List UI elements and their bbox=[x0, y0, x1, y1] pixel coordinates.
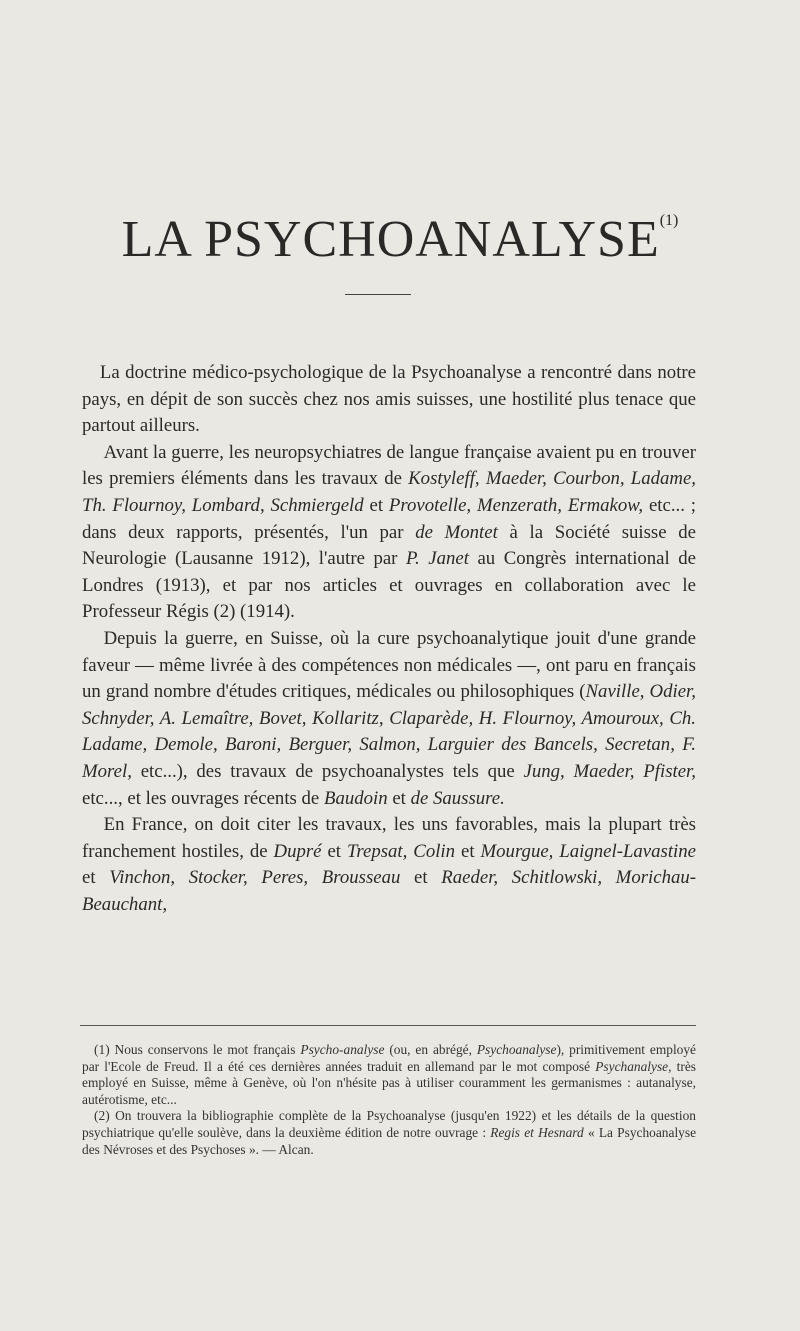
footnotes bbox=[82, 1042, 696, 1158]
author-names: Baudoin bbox=[323, 787, 388, 809]
title-text: LA PSYCHOANALYSE bbox=[121, 211, 660, 268]
text-run: au Congrès international de Londres (1913), et par nos articles et ouvrages en collaboration avec le Professeur Régis (2) (1914). bbox=[82, 548, 696, 623]
body-text bbox=[82, 360, 696, 918]
text-run: et bbox=[400, 867, 442, 889]
author-names: Mourgue, Laignel-Lavastine bbox=[480, 840, 696, 862]
title-footnote-ref: (1) bbox=[659, 212, 679, 229]
author-names: P. Janet bbox=[405, 548, 469, 570]
text-run: ), primitivement employé par l'Ecole de Freud. Il a été ces dernières années traduit en allemand par le mot composé bbox=[82, 1042, 696, 1074]
text-run: En France, on doit citer les travaux, les uns favorables, mais la plupart très franchement hostiles, de bbox=[82, 814, 696, 862]
author-names: Vinchon, Stocker, Peres, Brousseau bbox=[109, 867, 401, 889]
author-names: Jung, Maeder, Pfister, bbox=[523, 760, 696, 782]
text-run: et bbox=[387, 787, 411, 809]
text-run: et bbox=[455, 840, 481, 862]
text-run: et bbox=[82, 867, 110, 889]
author-names: Naville, Odier, Schnyder, A. Lemaître, Bovet, Kollaritz, Claparède, H. Flournoy, Amouroux, Ch. Ladame, Demole, Baroni, Berguer, Salmon, Larguier des Bancels, Secretan, F. Morel, bbox=[82, 681, 696, 782]
author-names: Trepsat, Colin bbox=[346, 840, 456, 862]
paragraph-2 bbox=[82, 440, 696, 626]
text-run: et bbox=[363, 494, 389, 516]
footnote-2 bbox=[82, 1108, 696, 1158]
italic-term: Psycho-analyse bbox=[300, 1042, 385, 1057]
text-run: à la Société suisse de Neurologie (Lausanne 1912), l'autre par bbox=[82, 521, 696, 570]
page-title bbox=[0, 210, 800, 269]
text-run: etc... ; dans deux rapports, présentés, l'un par bbox=[82, 494, 696, 543]
text-run: Depuis la guerre, en Suisse, où la cure psychoanalytique jouit d'une grande faveur — même livrée à des compétences non médicales —, ont paru en français un grand nombre d'études critiques, médicales ou philosophiques ( bbox=[82, 627, 696, 703]
author-names: de Montet bbox=[415, 521, 498, 543]
italic-term: Psychoanalyse bbox=[476, 1042, 557, 1057]
footnote-1 bbox=[82, 1042, 696, 1108]
text-run: (2) On trouvera la bibliographie complète de la Psychoanalyse (jusqu'en 1922) et les détails de la question psychiatrique qu'elle soulève, dans la deuxième édition de notre ouvrage : bbox=[82, 1108, 696, 1140]
text-run: etc...), des travaux de psychoanalystes tels que bbox=[131, 760, 524, 782]
text-run: et bbox=[321, 840, 347, 862]
text-run: (1) Nous conservons le mot français bbox=[94, 1042, 301, 1057]
author-names: Provotelle, Menzerath, Ermakow, bbox=[388, 494, 644, 516]
paragraph-1: La doctrine médico-psychologique de la Psychoanalyse a rencontré dans notre pays, en dépit de son succès chez nos amis suisses, une hostilité plus tenace que partout ailleurs. bbox=[82, 362, 696, 437]
paragraph-4 bbox=[82, 812, 696, 918]
italic-term: Regis et Hesnard bbox=[490, 1124, 584, 1140]
text-run: Avant la guerre, les neuropsychiatres de langue française avaient pu en trouver les premiers éléments dans les travaux de bbox=[82, 441, 696, 490]
author-names: Dupré bbox=[273, 840, 322, 862]
text-run: , très employé en Suisse, même à Genève, où l'on n'hésite pas à utiliser couramment les germanismes : autanalyse, autérotisme, etc... bbox=[82, 1058, 697, 1107]
footnote-divider bbox=[80, 1025, 696, 1026]
title-divider bbox=[345, 294, 411, 295]
author-names: de Saussure. bbox=[410, 787, 505, 809]
paragraph-3 bbox=[82, 626, 696, 812]
author-names: Kostyleff, Maeder, Courbon, Ladame, Th. Flournoy, Lombard, Schmiergeld bbox=[82, 468, 696, 516]
italic-term: Psychanalyse bbox=[595, 1058, 669, 1074]
text-run: (ou, en abrégé, bbox=[384, 1042, 477, 1057]
author-names: Raeder, Schitlowski, Morichau-Beauchant, bbox=[82, 867, 697, 915]
text-run: « La Psychoanalyse des Névroses et des Psychoses ». — Alcan. bbox=[82, 1124, 697, 1157]
text-run: etc..., et les ouvrages récents de bbox=[82, 787, 324, 809]
